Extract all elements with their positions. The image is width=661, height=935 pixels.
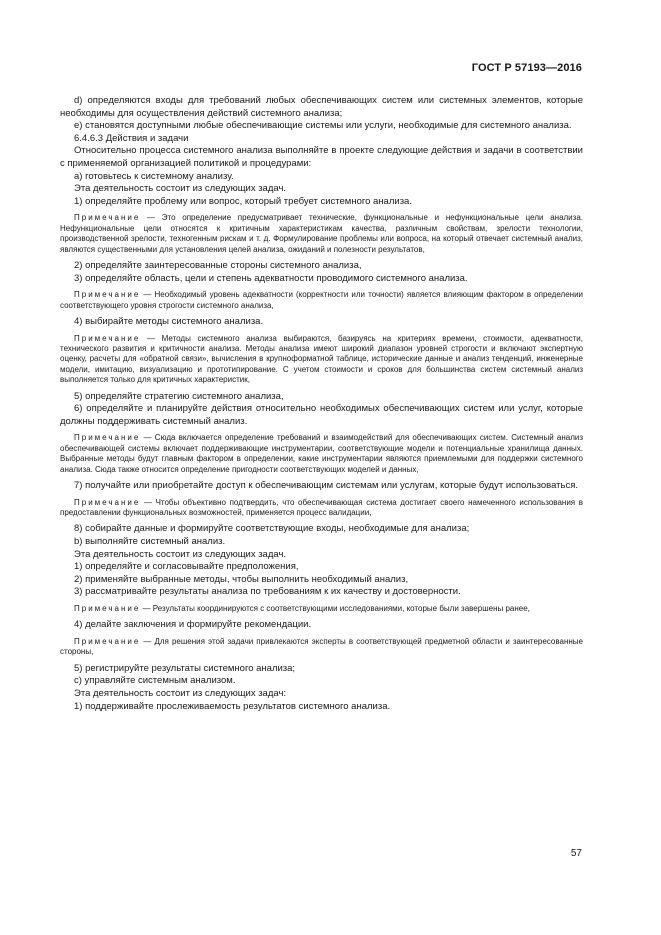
task-b-3: 3) рассматривайте результаты анализа по требованиям к их качеству и достоверности. — [74, 586, 461, 598]
task-a-8: 8) собирайте данные и формируйте соответствующие входы, необходимые для анализа; — [74, 523, 470, 535]
note-4 — [60, 433, 583, 475]
note-text: — Это определение предусматривает технические, функциональные и нефункциональные цели анализа. Нефункциональные цели относятся к критичным характеристикам качества, различным свойствам, зрелости технологии, производственной зрелости, техногенным рискам и т. д. Формулирование проблемы или вопроса, на который отвечает системный анализ, являются существенными для установления целей анализа, ожиданий и полезности результатов, — [60, 213, 583, 254]
paragraph-intro: Относительно процесса системного анализа выполняйте в проекте следующие действия и задачи в соответствии с применяемой организацией политикой и процедурами: — [60, 145, 583, 169]
task-b-4: 4) делайте заключения и формируйте рекомендации. — [74, 619, 312, 631]
note-label: Примечание — [74, 497, 141, 507]
task-a-1: 1) определяйте проблему или вопрос, который требует системного анализа. — [74, 195, 412, 207]
note-label: Примечание — [74, 213, 141, 223]
document-body — [60, 95, 583, 713]
document-id-header: ГОСТ Р 57193—2016 — [471, 62, 582, 74]
note-text: — Сюда включается определение требований и взаимодействий для обеспечивающих систем. Системный анализ обеспечивающей системы включает поддерживающие инструментарии, соответствующие модели и потенциальные хранилища данных. Выбранные методы будут главным фактором в определении, какие инструментарии являются приемлемыми для поддержки системного анализа. Сюда также относится определение пригодности соответствующих моделей и данных, — [60, 433, 583, 474]
note-5 — [60, 498, 583, 519]
tasks-intro-c: Эта деятельность состоит из следующих задач: — [74, 687, 287, 699]
activity-b: b) выполняйте системный анализ. — [74, 536, 226, 547]
note-text: — Чтобы объективно подтвердить, что обеспечивающая система достигает своего намеченного использования в предоставлении функциональных возможностей, применяется процесс валидации, — [60, 497, 583, 517]
note-text: — Необходимый уровень адекватности (корректности или точности) является влияющим фактором в определении соответствующего уровня строгости системного анализа, — [60, 290, 583, 310]
note-label: Примечание — [74, 290, 141, 300]
activity-a: а) готовьтесь к системному анализу. — [74, 170, 234, 182]
tasks-intro-a: Эта деятельность состоит из следующих задач. — [74, 183, 287, 195]
paragraph-d: d) определяются входы для требований любых обеспечивающих систем или системных элементов, которые необходимы для осуществления действий системного анализа; — [60, 95, 583, 119]
note-label: Примечание — [74, 636, 141, 646]
task-a-3: 3) определяйте область, цели и степень адекватности проводимого системного анализа. — [74, 272, 468, 284]
paragraph-e: e) становятся доступными любые обеспечивающие системы или услуги, необходимые для системного анализа. — [74, 120, 572, 132]
task-a-6: 6) определяйте и планируйте действия относительно необходимых обеспечивающих систем или услуг, которые должны поддерживать системный анализ. — [60, 403, 583, 427]
note-label: Примечание — [74, 433, 141, 443]
task-a-7: 7) получайте или приобретайте доступ к обеспечивающим системам или услугам, которые будут использоваться. — [74, 480, 578, 491]
page-number: 57 — [570, 848, 582, 859]
note-3 — [60, 334, 583, 386]
activity-c: c) управляйте системным анализом. — [74, 675, 236, 687]
task-c-1: 1) поддерживайте прослеживаемость результатов системного анализа. — [74, 700, 391, 712]
note-6 — [60, 604, 583, 614]
note-7 — [60, 637, 583, 658]
note-text: — Для решения этой задачи привлекаются эксперты в соответствующей предметной области и заинтересованные стороны, — [60, 636, 583, 657]
task-b-1: 1) определяйте и согласовывайте предположения, — [74, 561, 299, 573]
note-text: — Методы системного анализа выбираются, базируясь на критериях времени, стоимости, адекватности, технического развития и критичности анализа. Методы анализа имеют широкий диапазон уровней строгости и включают экспертную оценку, расчеты для «обратной связи», вычисления в крупноформатной таблице, исторические данные и анализ тенденций, инженерные модели, имитацию, визуализацию и прототипирование. С учетом стоимости и сроков для большинства систем системный анализ выполняется только для критичных характеристик, — [60, 333, 583, 385]
section-heading-6-4-6-3: 6.4.6.3 Действия и задачи — [74, 132, 189, 144]
note-label: Примечание — [74, 333, 141, 343]
note-text: — Результаты координируются с соответствующими исследованиями, которые были завершены ранее, — [140, 603, 530, 613]
note-label: Примечание — [74, 603, 141, 613]
tasks-intro-b: Эта деятельность состоит из следующих задач. — [74, 548, 287, 560]
task-a-2: 2) определяйте заинтересованные стороны системного анализа, — [74, 259, 362, 271]
task-a-5: 5) определяйте стратегию системного анализа, — [74, 390, 284, 402]
task-a-4: 4) выбирайте методы системного анализа. — [74, 315, 264, 327]
task-b-2: 2) применяйте выбранные методы, чтобы выполнить необходимый анализ, — [74, 573, 409, 585]
note-2 — [60, 290, 583, 311]
note-1 — [60, 213, 583, 255]
task-b-5: 5) регистрируйте результаты системного анализа; — [74, 662, 296, 674]
